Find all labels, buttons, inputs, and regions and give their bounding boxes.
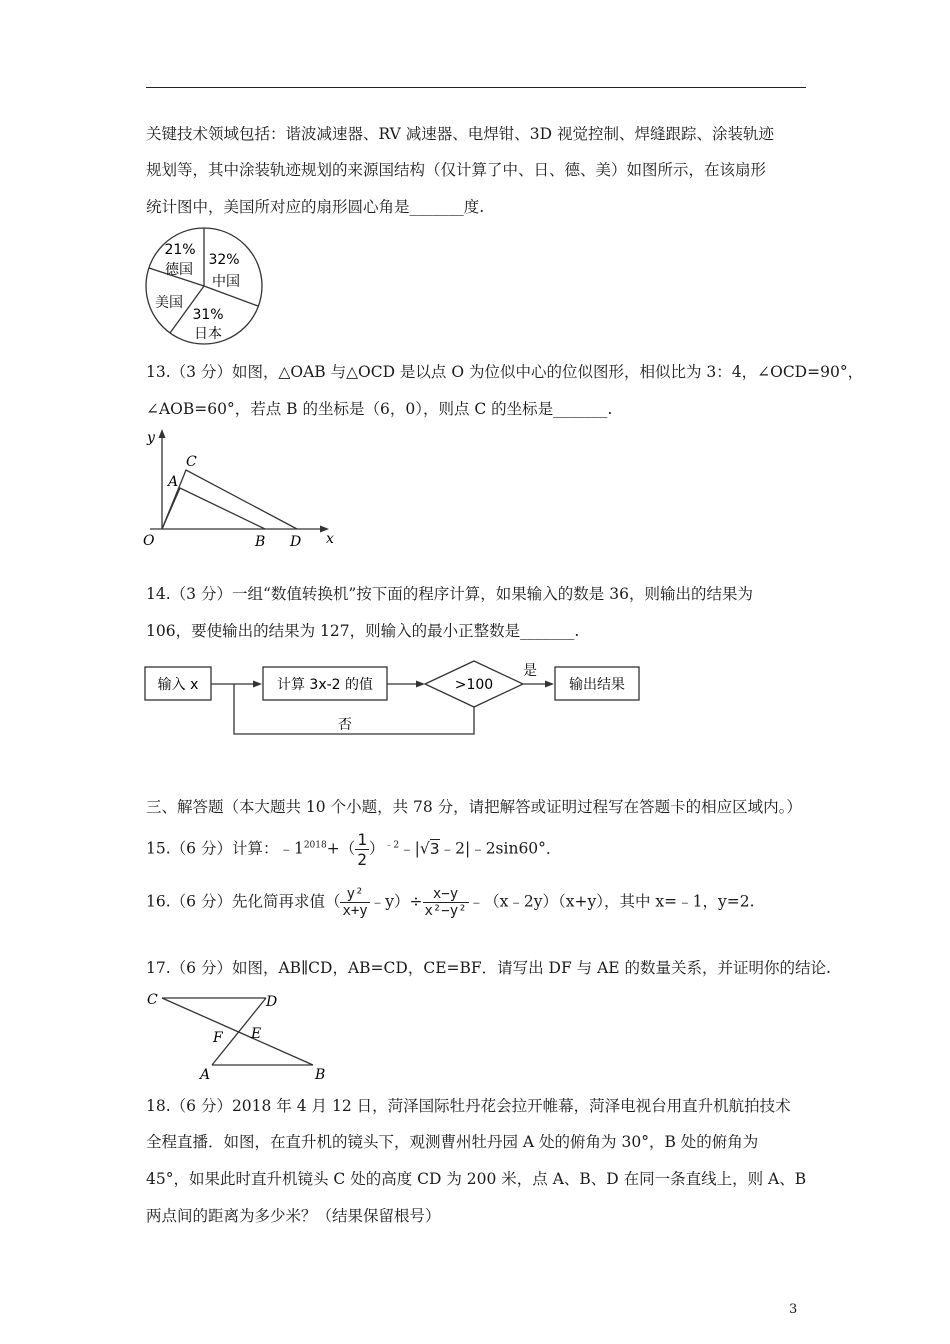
q16-mid: ﹣y）÷ [369,892,423,911]
q18-line2: 全程直播．如图，在直升机的镜头下，观测曹州牡丹园 A 处的俯角为 30°，B 处的俯角为 [146,1133,759,1151]
q14-line2: 106，要使输出的结果为 127，则输入的最小正整数是_______. [146,622,580,640]
triangle-oab [162,488,265,529]
q12-line3: 统计图中，美国所对应的扇形圆心角是_______度. [146,198,485,216]
flow-no-label: 否 [338,717,352,733]
flow-condition-label: >100 [454,677,494,693]
y-axis-arrow [159,429,166,438]
q13-figure [140,425,340,550]
pie-china-label: 中国 [212,274,240,290]
q15-abs-open: ﹣| [399,839,420,858]
label-c: C [147,992,158,1008]
label-a: A [168,474,179,490]
flow-input-label: 输入 x [157,677,199,693]
flow-compute-label: 计算 3x-2 的值 [276,677,374,693]
sqrt-symbol: √ [419,839,430,858]
triangle-ocd [162,470,297,529]
pie-japan-label: 日本 [194,326,222,342]
q18-line4: 两点间的距离为多少米？（结果保留根号） [146,1207,441,1225]
q15-formula [146,830,561,869]
flow-output-label: 输出结果 [569,677,625,693]
segment-cb [162,998,313,1065]
q12-line1: 关键技术领域包括：谐波减速器、RV 减速器、电焊钳、3D 视觉控制、焊缝跟踪、涂装轨迹 [146,125,774,143]
label-c: C [186,454,197,470]
label-x: x [326,531,334,547]
pie-chart [140,226,270,346]
label-a: A [200,1067,211,1083]
label-e: E [251,1026,262,1042]
q12-line2: 规划等，其中涂装轨迹规划的来源国结构（仅计算了中、日、德、美）如图所示，在该扇形 [146,161,767,179]
flow-arrowhead-3 [545,681,554,688]
q14-line1: 14.（3 分）一组“数值转换机”按下面的程序计算，如果输入的数是 36，则输出的结果为 [146,585,753,603]
q15-exponent2: ﹣2 [384,840,400,851]
flowchart [140,655,650,740]
section3-heading: 三、解答题（本大题共 10 个小题，共 78 分，请把解答或证明过程写在答题卡的相应区域内。） [146,798,802,816]
q16-f2-den: x²−y² [424,903,467,919]
pie-usa-label: 美国 [155,295,183,311]
q15-plus: +（ [326,839,356,858]
q15-sqrt-arg: 3 [429,839,440,858]
q15-prefix: 15.（6 分）计算：﹣1 [146,839,304,858]
label-f: F [213,1030,223,1046]
q16-fraction-2 [423,886,469,919]
q13-line2: ∠AOB=60°，若点 B 的坐标是（6，0），则点 C 的坐标是_______. [146,400,613,418]
pie-germany-label: 德国 [165,262,193,278]
q16-f1-num: y² [340,886,369,903]
label-o: O [143,533,155,549]
q16-prefix: 16.（6 分）先化简再求值（ [146,892,341,911]
q16-f1-den: x+y [342,903,368,919]
label-d: D [290,534,302,550]
flow-yes-label: 是 [523,663,537,679]
pie-japan-value: 31% [192,307,224,323]
pie-germany-value: 21% [164,242,196,258]
q16-rest: ﹣（x﹣2y）（x+y），其中 x=﹣1，y=2. [468,892,755,911]
label-d: D [266,994,278,1010]
q15-frac-num: 1 [357,830,367,849]
q18-line1: 18.（6 分）2018 年 4 月 12 日，菏泽国际牡丹花会拉开帷幕，菏泽电视台用直升机航拍技术 [146,1097,791,1115]
q15-frac-den: 2 [357,850,367,869]
label-b: B [315,1067,326,1083]
label-y: y [147,430,155,446]
q18-line3: 45°，如果此时直升机镜头 C 处的高度 CD 为 200 米，点 A、B、D 在同一条直线上，则 A、B [146,1170,807,1188]
q16-fraction-1 [340,886,369,919]
label-b: B [255,534,266,550]
q16-f2-num: x−y [423,886,469,903]
q17-figure [140,985,340,1085]
q15-rest: ﹣2|﹣2sin60°． [439,839,562,858]
q17-line1: 17.（6 分）如图，AB∥CD，AB=CD，CE=BF．请写出 DF 与 AE 的数量关系，并证明你的结论. [146,959,831,977]
q15-fraction [355,830,369,869]
header-rule [146,87,806,88]
q16-formula [146,886,755,919]
page-number: 3 [789,1302,798,1317]
q15-close: ） [368,839,385,858]
flow-arrowhead-1 [253,681,262,688]
q15-exponent: 2018 [303,840,327,851]
pie-china-value: 32% [208,252,240,268]
q13-line1: 13.（3 分）如图，△OAB 与△OCD 是以点 O 为位似中心的位似图形，相似比为 3：4，∠OCD=90°， [146,363,864,381]
